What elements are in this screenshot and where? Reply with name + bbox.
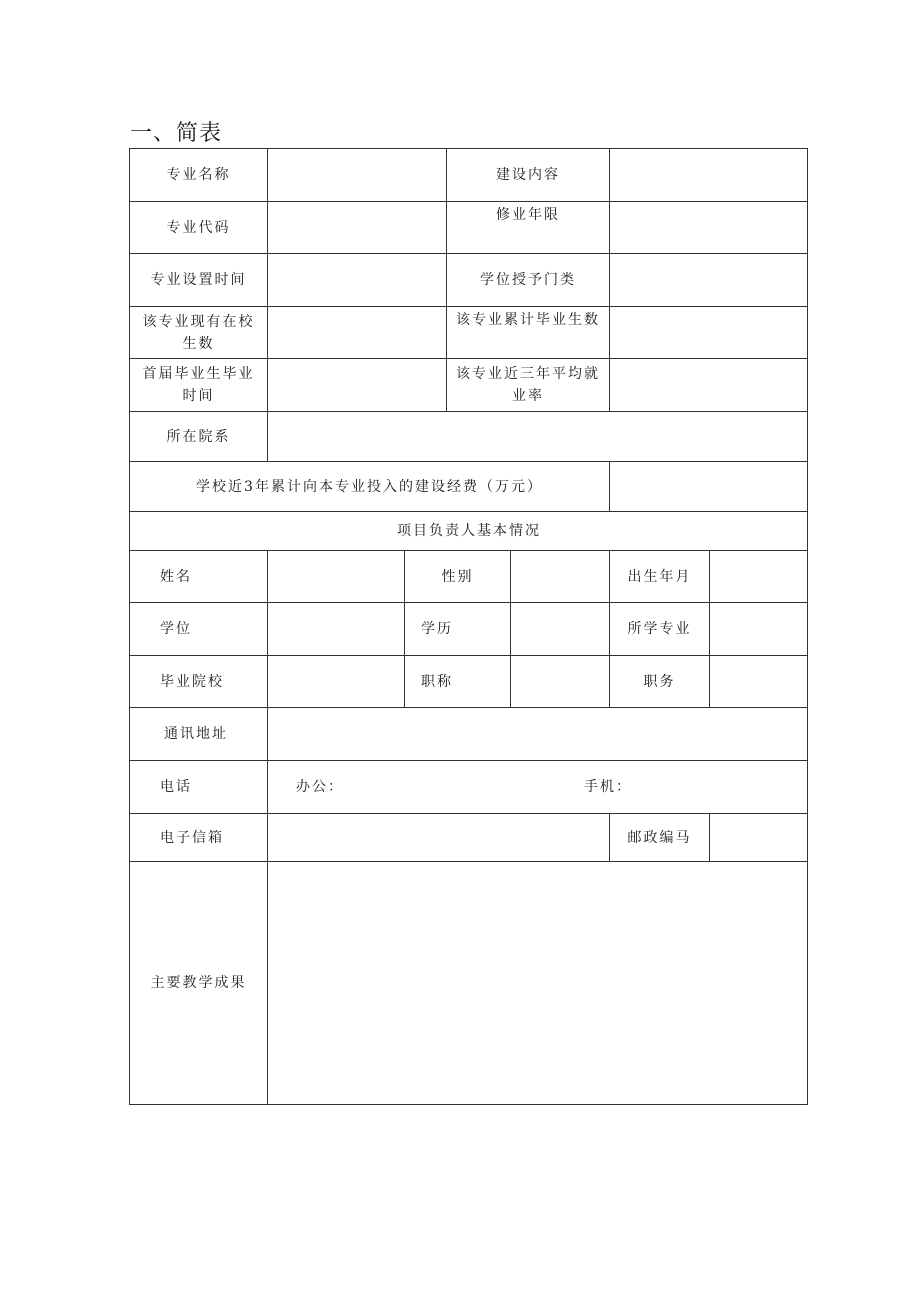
label-gender: 性别 <box>405 551 511 603</box>
label-email: 电子信箱 <box>130 814 268 862</box>
study-years-field[interactable] <box>610 202 808 254</box>
name-field[interactable] <box>268 551 405 603</box>
label-employment-rate: 该专业近三年平均就业率 <box>447 359 610 412</box>
label-build-content: 建设内容 <box>447 149 610 202</box>
address-field[interactable] <box>268 708 808 761</box>
major-code-field[interactable] <box>268 202 447 254</box>
label-postcode: 邮政编马 <box>610 814 710 862</box>
label-school: 毕业院校 <box>130 656 268 708</box>
label-degree: 学位 <box>130 603 268 656</box>
department-field[interactable] <box>268 412 808 462</box>
degree-field[interactable] <box>268 603 405 656</box>
current-students-field[interactable] <box>268 307 447 359</box>
label-funding: 学校近3年累计向本专业投入的建设经费（万元） <box>130 462 610 512</box>
label-first-graduation: 首届毕业生毕业时间 <box>130 359 268 412</box>
label-title: 职称 <box>405 656 511 708</box>
label-department: 所在院系 <box>130 412 268 462</box>
label-education: 学历 <box>405 603 511 656</box>
label-birth: 出生年月 <box>610 551 710 603</box>
office-phone-label: 办公： <box>296 779 344 795</box>
funding-field[interactable] <box>610 462 808 512</box>
mobile-phone-label: 手机： <box>584 779 632 795</box>
label-specialty: 所学专业 <box>610 603 710 656</box>
label-total-graduates: 该专业累计毕业生数 <box>447 307 610 359</box>
degree-category-field[interactable] <box>610 254 808 307</box>
birth-field[interactable] <box>710 551 808 603</box>
postcode-field[interactable] <box>710 814 808 862</box>
position-field[interactable] <box>710 656 808 708</box>
build-content-field[interactable] <box>610 149 808 202</box>
label-position: 职务 <box>610 656 710 708</box>
achievements-field[interactable] <box>268 862 808 1104</box>
label-current-students: 该专业现有在校生数 <box>130 307 268 359</box>
label-major-name: 专业名称 <box>130 149 268 202</box>
phone-field[interactable] <box>268 761 808 814</box>
title-field[interactable] <box>511 656 610 708</box>
label-major-code: 专业代码 <box>130 202 268 254</box>
school-field[interactable] <box>268 656 405 708</box>
label-study-years: 修业年限 <box>447 202 610 254</box>
label-name: 姓名 <box>130 551 268 603</box>
total-graduates-field[interactable] <box>610 307 808 359</box>
specialty-field[interactable] <box>710 603 808 656</box>
summary-table <box>129 148 808 1105</box>
major-name-field[interactable] <box>268 149 447 202</box>
setup-time-field[interactable] <box>268 254 447 307</box>
label-achievements: 主要教学成果 <box>130 862 268 1104</box>
label-address: 通讯地址 <box>130 708 268 761</box>
label-setup-time: 专业设置时间 <box>130 254 268 307</box>
gender-field[interactable] <box>511 551 610 603</box>
first-graduation-field[interactable] <box>268 359 447 412</box>
employment-rate-field[interactable] <box>610 359 808 412</box>
label-degree-category: 学位授予门类 <box>447 254 610 307</box>
email-field[interactable] <box>268 814 610 862</box>
section-title: 一、简表 <box>130 121 223 146</box>
label-phone: 电话 <box>130 761 268 814</box>
education-field[interactable] <box>511 603 610 656</box>
leader-info-heading: 项目负责人基本情况 <box>130 512 808 551</box>
